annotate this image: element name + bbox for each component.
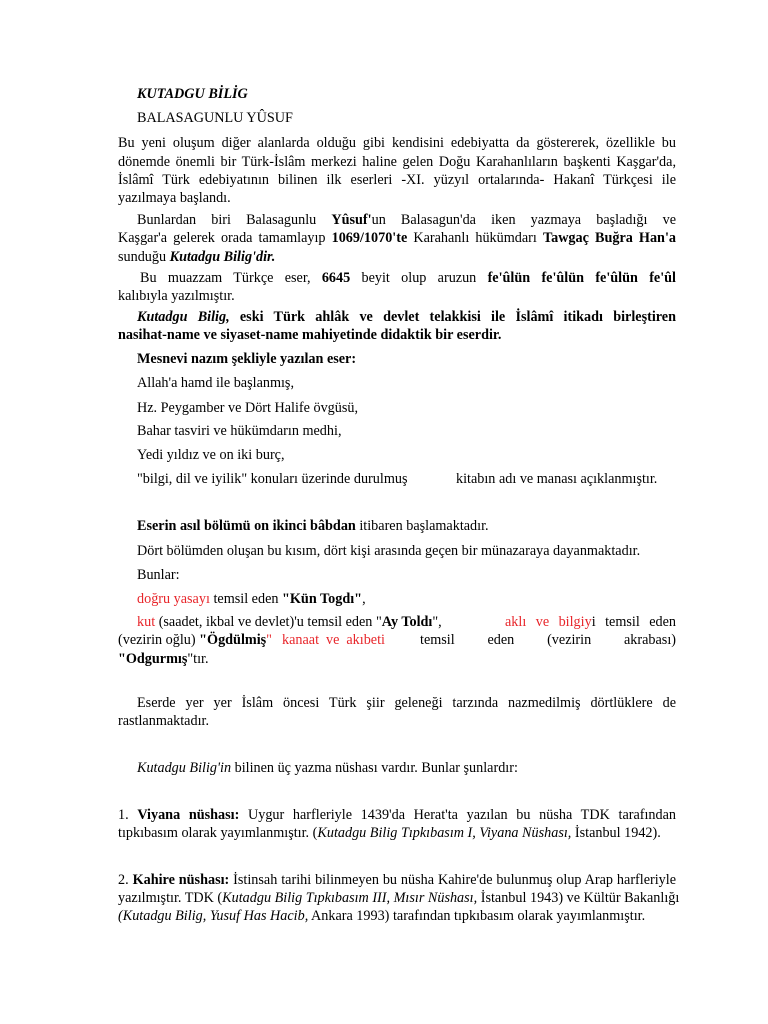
list-item: Hz. Peygamber ve Dört Halife övgüsü, — [137, 400, 359, 416]
author-para-line: Bunlardan biri Balasagunlu Yûsuf'un Balasagun'da iken yazmaya başladığı ve — [137, 212, 676, 228]
author-para-line: Kaşgar'a gelerek orada tamamlayıp 1069/1070'te Karahanlı hükümdarı Tawgaç Buğra Han'a — [118, 230, 676, 246]
main-line: Eserin asıl bölümü on ikinci bâbdan itibaren başlamaktadır. — [137, 518, 489, 534]
quatrain-line: Eserde yer yer İslâm öncesi Türk şiir geleneği tarzında nazmedilmiş dörtlüklere de — [137, 695, 676, 711]
copies-intro: Kutadgu Bilig'in bilinen üç yazma nüshası vardır. Bunlar şunlardır: — [137, 760, 518, 776]
character-line: (vezirin oğlu) "Ögdülmiş" — [118, 632, 272, 648]
main-line: Dört bölümden oluşan bu kısım, dört kişi arasında geçen bir münazaraya dayanmaktadır. — [137, 543, 641, 559]
character-line: "Odgurmış"tır. — [118, 651, 209, 667]
list-item-continuation: kitabın adı ve manası açıklanmıştır. — [456, 471, 658, 487]
main-line: Bunlar: — [137, 567, 180, 583]
list-item: Allah'a hamd ile başlanmış, — [137, 375, 295, 391]
meter-line: Bu muazzam Türkçe eser, 6645 beyit olup aruzun fe'ûlün fe'ûlün fe'ûlün fe'ûl — [140, 270, 676, 286]
author-para-line: sunduğu Kutadgu Bilig'dir. — [118, 249, 276, 265]
author-line: BALASAGUNLU YÛSUF — [137, 110, 293, 126]
copy-line: (Kutadgu Bilig, Yusuf Has Hacib, Ankara 1993) tarafından tıpkıbasım olarak yayımlanmıştır. — [118, 908, 646, 924]
character-line: kut (saadet, ikbal ve devlet)'u temsil eden "Ay Toldı", — [137, 614, 442, 630]
list-title: Mesnevi nazım şekliyle yazılan eser: — [137, 351, 357, 367]
intro-line: yazılmaya başlandı. — [118, 190, 231, 206]
summary-line: Kutadgu Bilig, eski Türk ahlâk ve devlet telakkisi ile İslâmî itikadı birleştiren — [137, 309, 676, 325]
intro-line: Bu yeni oluşum diğer alanlarda olduğu gibi kendisini edebiyatta da göstererek, özellikle bu — [118, 135, 676, 151]
copy-line: tıpkıbasım olarak yayımlanmıştır. (Kutadgu Bilig Tıpkıbasım I, Viyana Nüshası, İstanbul 1942). — [118, 825, 661, 841]
character-line: kanaat ve akıbeti — [282, 632, 385, 648]
list-item: Bahar tasviri ve hükümdarın medhi, — [137, 423, 342, 439]
list-item: Yedi yıldız ve on iki burç, — [137, 447, 285, 463]
meter-line: kalıbıyla yazılmıştır. — [118, 288, 235, 304]
list-item: "bilgi, dil ve iyilik" konuları üzerinde durulmuş — [137, 471, 408, 487]
summary-line: nasihat-name ve siyaset-name mahiyetinde didaktik bir eserdir. — [118, 327, 502, 343]
character-line: temsil eden (vezirin akrabası) — [420, 632, 676, 648]
quatrain-line: rastlanmaktadır. — [118, 713, 210, 729]
character-line: doğru yasayı temsil eden "Kün Togdı", — [137, 591, 366, 607]
intro-line: İslâmî Türk edebiyatının bilinen ilk eserleri -XI. yüzyıl ortalarında- Hakanî Türkçesi ile — [118, 172, 676, 188]
copy-line: 1. Viyana nüshası: Uygur harfleriyle 1439'da Herat'ta yazılan bu nüsha TDK tarafından — [118, 807, 677, 823]
copy-line: 2. Kahire nüshası: İstinsah tarihi bilinmeyen bu nüsha Kahire'de bulunmuş olup Arap harfleriyle — [118, 872, 677, 888]
character-line: aklı ve bilgiyi temsil eden — [505, 614, 676, 630]
copy-line: yazılmıştır. TDK (Kutadgu Bilig Tıpkıbasım III, Mısır Nüshası, İstanbul 1943) ve Kültür Bakanlığı — [118, 890, 680, 906]
document-title: KUTADGU BİLİG — [137, 86, 248, 102]
intro-line: dönemde önemli bir Türk-İslâm merkezi haline gelen Doğu Karahanlıların başkenti Kaşgar'da, — [118, 154, 676, 170]
